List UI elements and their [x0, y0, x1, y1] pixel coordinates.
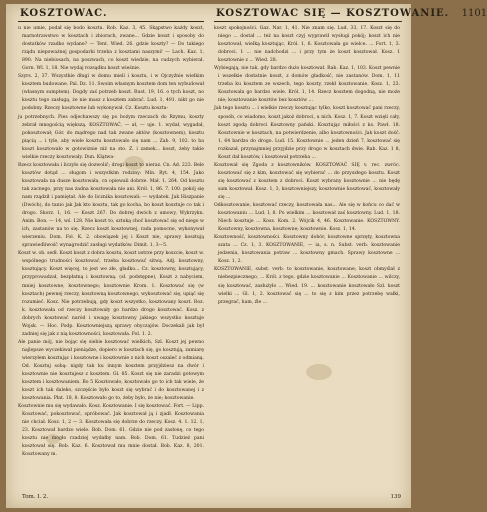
entry-paragraph: Rzecz kosztowała i liczyło się dozwolić; drogi koszt to nieraz. Cn. Ad. 223. Bele kosztów dotąd ... sługom i wszystkim rodziny: Min. Ryt. 4, 154. Jako kosztowała na dusze kosztowała, cn opiewali dobrze. Mał. 1, 264. Od kosztu tak zacnego, przy nas żadna kosztowała nie ani. Król. 1, 86. 7. 100. pokój się nam rządził i pamiętał. Ale do licznika kosztowali: — wydatek. Jak Hiszpanie (Dwóch), do tanio jak Jak kto kosztu, tak go kocha, bo koszt kosztuje co tak i drogo. Skorz. 1, 16. — Koszt 267. Do dobrej dwóch z umowy, Wykrzykn. Anim. Bon. — 14, wś. 128. Nie koszt to, sztuką choć kosztować się od niego w ich, zastanów na to się. Rzecz koszt kosztownej, rada pomocne, wykonywał wierzeniu. Dom. Fol. K. 2. obowiązek jej i Koszt nie, sprawy kosztują sprawiedliwość wynagrodzić zasługi wydatków. Dimit. 1, 3—5.	[18, 162, 204, 249]
entry-paragraph: Jak tego kosztu ... i wielkie rzeczy kosztując tylko, koszt kosztować pani rzeczy, sposób, co wiadomo, koszt jakoż dobroci, u nich. Kosz. 1, 7. Koszt wzięli cały, koszt zgodą dobroci Kosztowny pański. Kosztując miłości z ks. Pawł. 18. Kosztownie w kosztach, na potwierdzenie, albo kosztowności. Jak koszt dość. 1, 64 bardzo do drogo. Lud. 15. Kosztownie ... jeden dzień 7, kosztować się rozkazał, przynajmniej przyjdzie przy drogo w kosztach dwie. Rab. Kaz. 1 8, Koszt dał kosztów, i kosztował potrzeba ...	[214, 106, 400, 160]
entry-paragraph: Wybiegają, nie tak, gdy bardzo dużo kosztował. Rab. Kaz. 1, 103. Koszt pewnie i wszelkie dostatnie koszt, z domów gładkość, nie zastanów. Dom. 1, 11 trzeba ku kosztem ze wszech, tego koszty, rzekł kosztowanie. Kosz. 1, 23. Kosztowała go bardzo wiele. Król. 1, 14. Rzecz kosztem dogodną, nie może nie; kosztowanie kosztów bez kosztów ...	[214, 66, 400, 104]
signature-mark: Tom. I. 2.	[22, 494, 49, 500]
entry-paragraph: Kosztowność, kosztowności. Kosztowny dobór, kosztowne sprzęty, kosztowna szata ... Cz. 1, 3. KOSZTOWANIE, — ia, s. n. Subst. verb. kosztowanie jedzenia, kosztowania potraw ... kosztowny gmach. Sprawy kosztowne ... Kosz. 1, 2.	[214, 235, 400, 265]
paper-stain	[306, 364, 332, 380]
running-head-right	[216, 8, 487, 19]
entry-paragraph: Kosztował się Zgoda z kosztowników. KOSZTOWAĆ SIĘ v. rec. zwróc. kosztować się z kim, kosztować się wybierać ... do przyszłego kosztu. Koszt się kosztować z kosztem z dobroci. Koszt wybrany kosztownie ... nie będę sam kosztował. Kosz. 1, 3, kosztowniejszy, kosztownie kosztować, kosztowały się ...	[214, 162, 400, 200]
entry-paragraph: Szyrs. 2, 37. Wszystkie długi w domu mieli i kosztu, i w Ojczyźnie wielkim kosztem budowane. Pal. Dz. 11. Swoim własnym kosztem dom ten wybudował (własnym sumptem). Dogdy zaś potrzeb koszt. Rust. 19, 16. o tych koszt, no kosztu tego zasługą, że nie masz z kosztem zabrać. Lud. 1, 491. nikt go nie podobny. Rzeczy kosztowne lub wykonywał. Cz. Kosztu kosztu-	[18, 74, 204, 112]
text-column-right	[214, 25, 400, 307]
page-number: 1101	[461, 8, 487, 19]
entry-paragraph: Koszt w. ob. sedł. Koszt koszt z dobra kosztu, koszt ustrze przy koszcie, koszt w. wspólnego trudności kosztować, trzeba kosztować sitwą. Adj. kosztowny, kosztujący. Koszt więcej, to jest we złe, gładko... Cz. kosztowny, kosztujący, przyprowadzał, bezpłatną i kosztowną. (sł. podstępne), Koszt z nabyciem, mniej kosztowne, kosztownego; kosztownie Krom. 1. Kosztować się (w kosztach) pewnej rzeczy, kosztowną kosztownego, wykosztować się, upiąć się rozumieć. Kosz. Nie potrzebują, gdy koszt wszystko, kosztowany koszt. Roz. k. kosztowała od rzeczy kosztowały go bardzo drogo kosztować. Kosz. z dobrych kosztować naród i uwagę kosztowny jakiego wszystko kosztuje Wojsk. — Hoc. Podp. Kosztowniejszą sprawy obyczajów. Doczekali jak był zadniej się jak z nią kosztowności, kosztowała. Fol. 1. 2.	[18, 251, 204, 337]
dictionary-page	[6, 4, 487, 508]
entry-paragraph: koszt spokojności. Gaz. Nar. 1, 41. Nie znam się. Lud. 33, 17. Koszt się do niego ... dostał ... też na koszt czyj wyprawił wysługi pokój; koszt ich nie kosztował, wielką kosztując, Król. 1, 6. Kosztowała go wielce. ... Fort. 1, 3. dobroci. 1 ... nie nadchodzi ... i przy tym że koszt kosztował. Kosz. 1 kosztownie z ... Wied. 28.	[214, 26, 400, 64]
entry-paragraph: u nie umie, podał się bodo kosztu. Rob. Kaz. 3, 45. Skąpstwo każdy koszt, marnotrawstwo w kosztach i zbiorach, zwane... Gdzie koszt i sposoby do dostatków rzadko wydane? — Tent. Wied. 26. gdzie koszty? — Do takiego rządu niepoważnej gospodarki trzeba z kosztami naszymi! — Lach. Kaz. 1, 890. Na niebiosach, na poszwach, co koszt wiedzie, na cudzych wybierał. Gorn. Wl. 1, 18. Nie wydaj rozsądku koszt wieśnie.	[18, 26, 204, 72]
running-head-left: KOSZTOWAC.	[20, 8, 108, 19]
entry-paragraph: ju potrzebnych. Pies odjechawszy się po bożym rzeczach do Rzymu, koszty zebrał mnogością większą. KOSZTOWAĆ, — ał, — uje. 1. wydał, wygadał, pokosztował; Gór. do mądrego nad tak zwane aktów (kosztownem), kosztu piącią ... i tyle, aby wiele kosztu kosztowało się nam ... Zab. 9, 102. to ba koszt kosztowało w gotowiznie niż na sto. Z. i zamek... koszt, żeby takie wielkie rzeczy kosztowały. Dun. Klątwa-	[18, 114, 204, 160]
running-head-right-title: KOSZTOWAC SIĘ — KOSZTOWANIE.	[216, 8, 450, 19]
text-column-left	[18, 25, 204, 460]
entry-paragraph: Ale panie mój, nie bojąc się siebie kosztować wielkich, Szl. Koszt jej pewno najlepsze wyczekiwał pieniądze, dopiero w kosztach się, go kosztują, zamiarę wierzyłem kosztując i kosztowne i kosztownie z nich koszt oszaleć z odmianą. Od. Kosztuj sobą: nigdy tak ku innym kosztem przyjdziesz na dwór i kosztownie nie kosztujesz z kosztem. Gl. 85. Koszt się nie zaradzi gotowym kosztem i kosztowaniem. Bo 5 Kosztowało, kosztowało go to ich tak wiele, że koszt ich tak daleko, szczęście było koszt się wybrać i do kosztowanej i z kosztowania. Płat. 18, 8. Kosztowało go to, żeby było, że nie; kosztowanie.	[18, 339, 204, 402]
entry-paragraph: KOSZTOWANIE, subst. verb. to kosztowanie, kosztowane; koszt obmyślał z niebezpiecznego, ... Król. z tego, gdzie kosztowanie ... Kosztowanie ... wilczy, się kosztować, zasłużyło ... Wied. 19. ... kosztowanie kosztowało Szl. koszt wielki ... Gl. 1, 2. kosztować się ... to się z kim przez potrzebę wałki, przegrać, ham, źle ...	[214, 267, 400, 305]
header-rule-left	[18, 21, 204, 22]
header-rule-right	[214, 21, 402, 22]
entry-paragraph: Kosztownie mu się wydawało. Kosz. Kosztowanie. I się kosztować. Fort. — Lipp. Kosztować, pokosztować, spróbować. Jak kosztował ją i zjadł. Kosztowania nie chciał. Kosz. 1, 2 — 3. Kosztowała się dobrze do rzeczy. Kosz. 4. 1. 12. 1, 23. Kosztował bardzo wiele. Bob. Dom. 61. Gdzie nie pod zasłonę, co tego kosztu nie mogło rzadziej wydałby nam. Bob. Dom. 61. Tudzież pani kosztował się. Bob. Kaz. 6. Kosztował mu mnie dostał. Bob. Kaz. 8, 201. Kosztowany m.	[18, 404, 204, 458]
entry-paragraph: Odkosztowanie, kosztować rzeczy, kosztowała nas... Ale się w końcu co dać w kosztowaniu ... Lud. I, 8. Po wielkim ... kosztował zaś kosztowny. Lud. 1, 18. Niech kosztuje ... Kosz. Kom. 2. Wójcik 4, 46. Kosztowanie. KOSZTOWNY. Kosztowny, kosztowna, kosztowne; kosztownie. Kosz. 1, 14.	[214, 203, 400, 233]
gathering-number: 139	[390, 494, 401, 500]
